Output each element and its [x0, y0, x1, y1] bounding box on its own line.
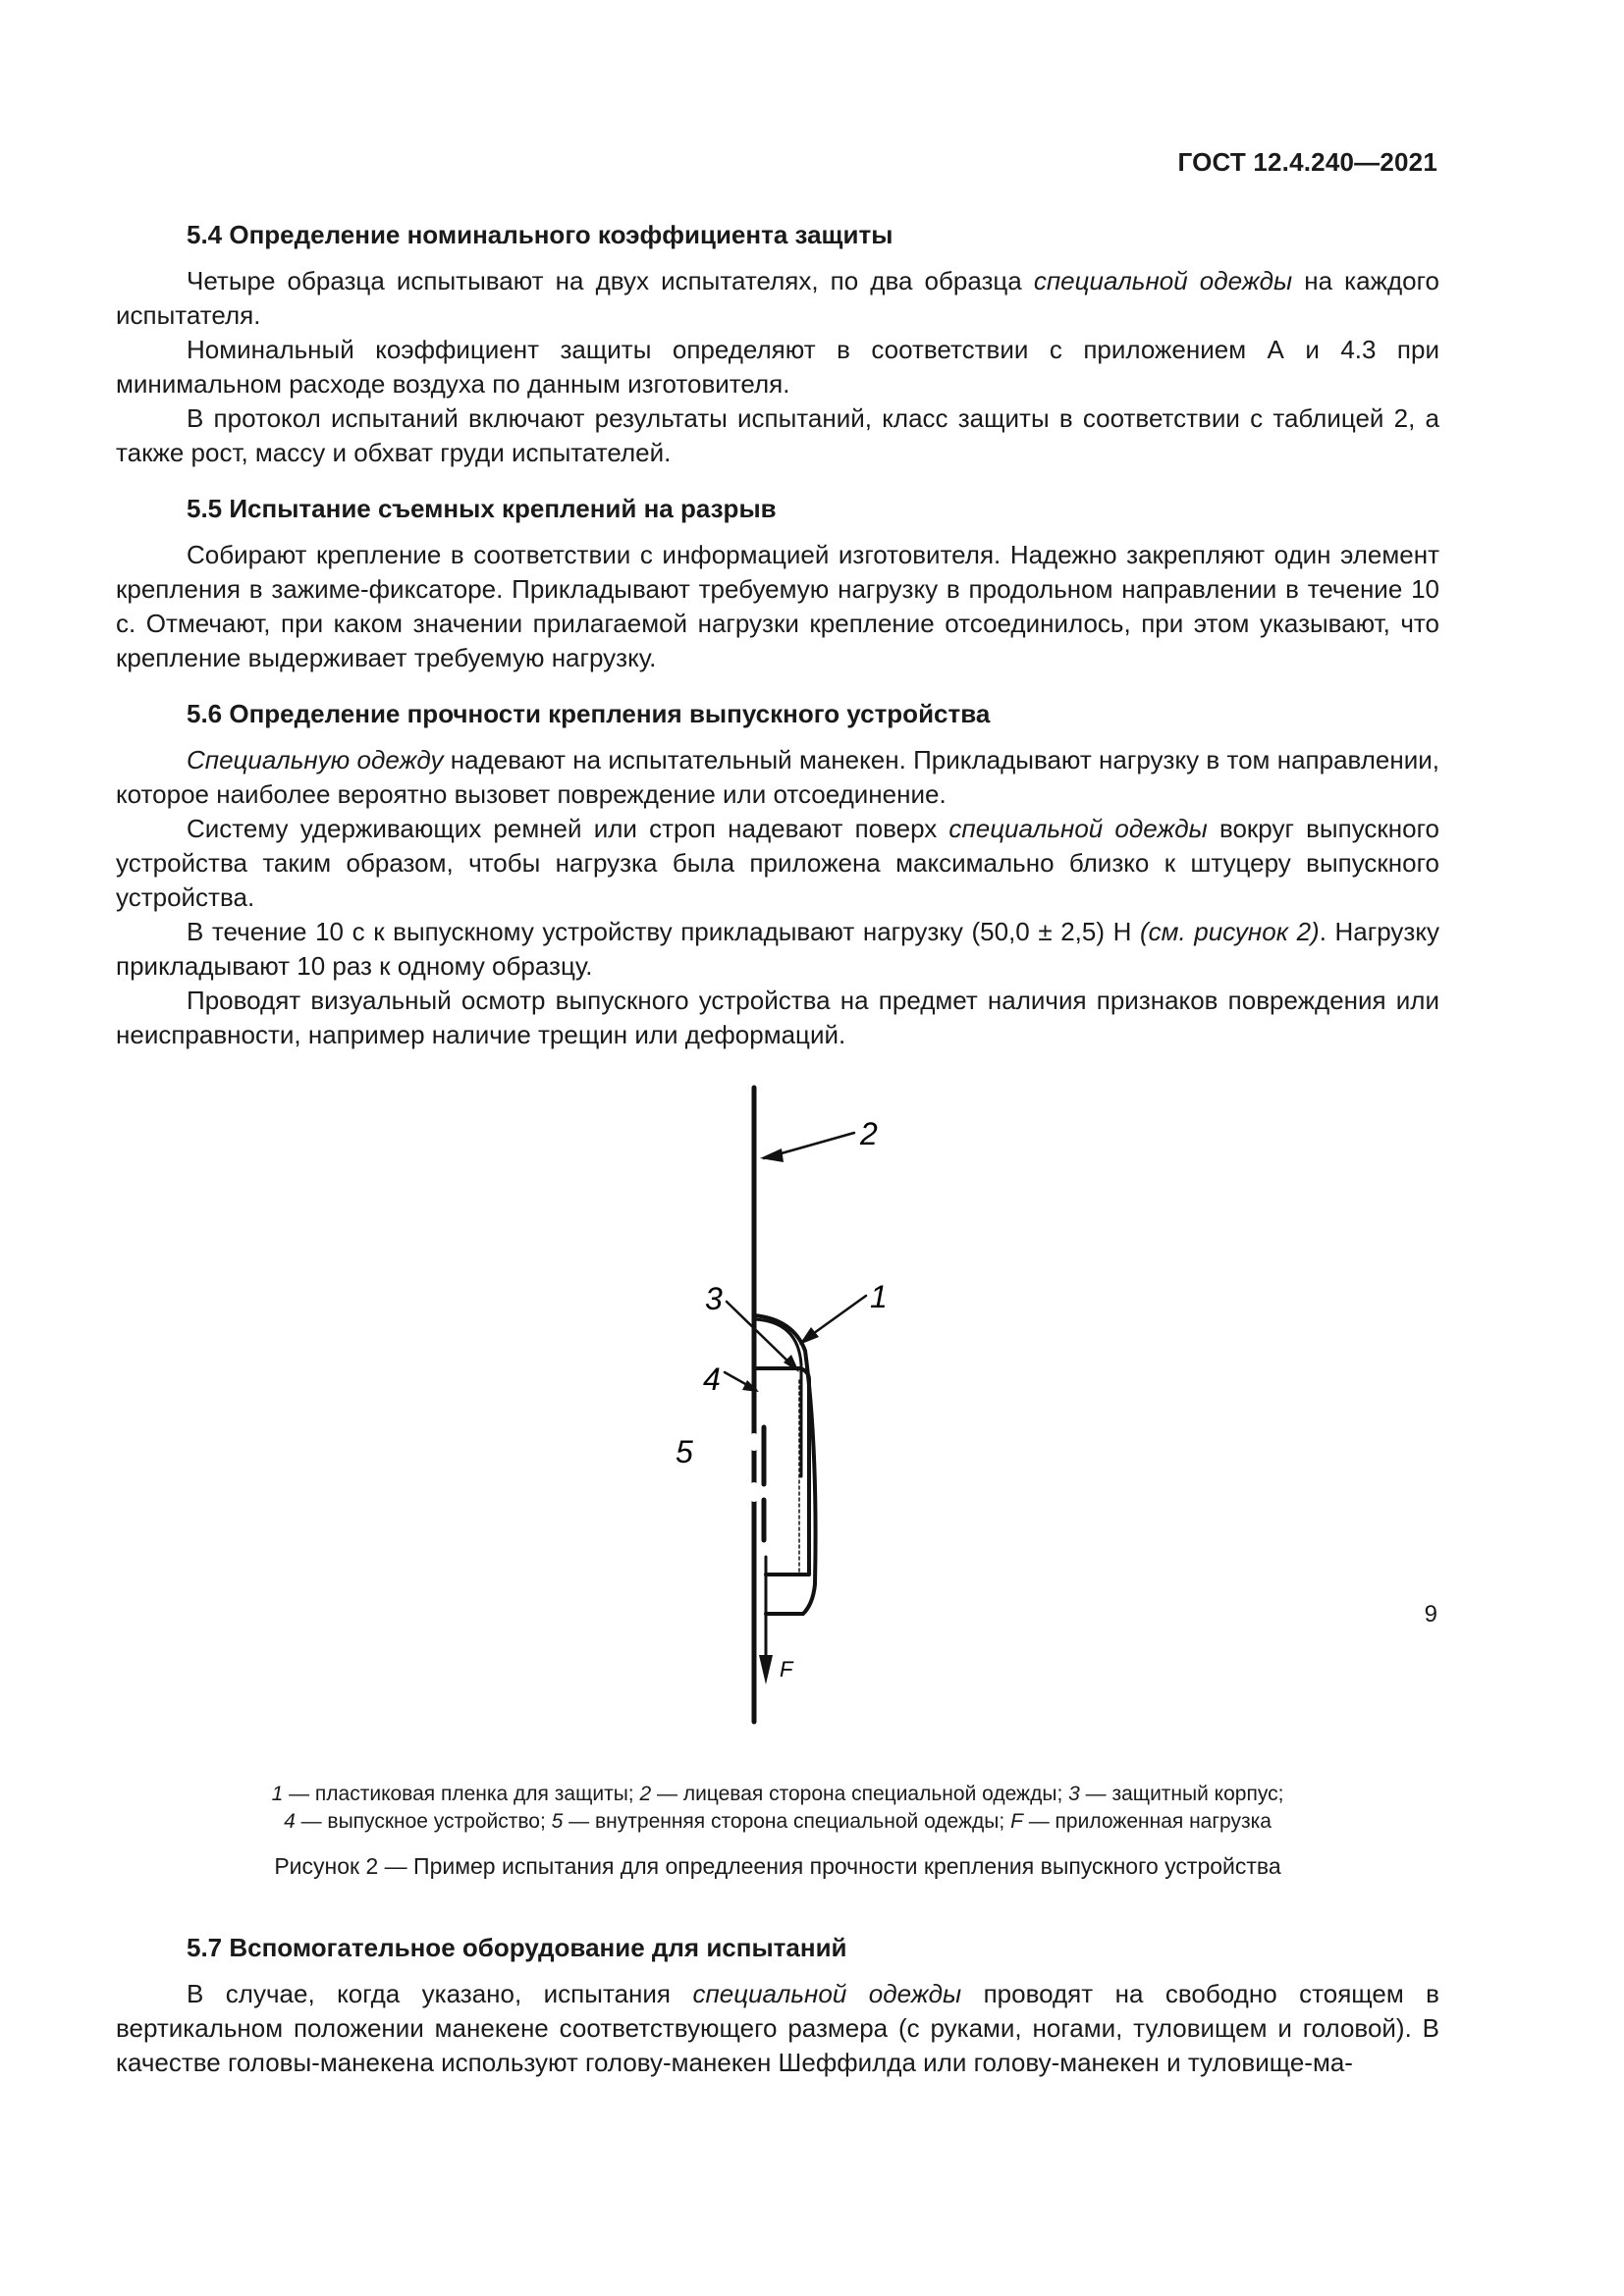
- paragraph: В протокол испытаний включают результаты испытаний, класс защиты в соответствии с таблицей 2, а также рост, массу и обхват груди испытателей.: [116, 403, 1439, 467]
- paragraph: Специальную одежду надевают на испытательный манекен. Прикладывают нагрузку в том направлении, которое наиболее вероятно вызовет повреждение или отсоединение.: [116, 745, 1440, 809]
- load-arrowhead: [759, 1655, 773, 1684]
- paragraph: Проводят визуальный осмотр выпускного устройства на предмет наличия признаков повреждения или неисправности, например наличие трещин или деформаций.: [116, 986, 1439, 1049]
- legend-line: 4 — выпускное устройство; 5 — внутренняя сторона специальной одежды; F — приложенная нагрузка: [284, 1810, 1272, 1833]
- page-number: 9: [1424, 1601, 1437, 1628]
- protective-housing: [754, 1319, 801, 1476]
- paragraph: Номинальный коэффициент защиты определяют в соответствии с приложением А и 4.3 при минимальном расходе воздуха по данным изготовителя.: [116, 335, 1439, 399]
- section-title: 5.7 Вспомогательное оборудование для испытаний: [187, 1933, 847, 1962]
- page-content: [116, 218, 1439, 2102]
- section-title: 5.6 Определение прочности крепления выпускного устройства: [187, 699, 991, 728]
- document-code: ГОСТ 12.4.240—2021: [1177, 147, 1437, 177]
- paragraph: Собирают крепление в соответствии с информацией изготовителя. Надежно закрепляют один элемент крепления в зажиме-фиксаторе. Прикладывают требуемую нагрузку в продольном направлении в течение 10 с. Отмечают, при каком значении прилагаемой нагрузки крепление отсоединилось, при этом указывают, что крепление выдерживает требуемую нагрузку.: [116, 540, 1439, 672]
- label-1: 1: [870, 1279, 888, 1314]
- legend-line: 1 — пластиковая пленка для защиты; 2 — лицевая сторона специальной одежды; 3 — защитный корпус;: [271, 1783, 1284, 1805]
- paragraph: Четыре образца испытывают на двух испытателях, по два образца специальной одежды на каждого испытателя.: [116, 266, 1439, 330]
- figure-diagram: [116, 1074, 1439, 1781]
- arrowhead-2: [760, 1148, 784, 1162]
- section-5-5: [116, 492, 1439, 675]
- paragraph: В течение 10 с к выпускному устройству прикладывают нагрузку (50,0 ± 2,5) Н (см. рисунок 2). Нагрузку прикладывают 10 раз к одному образцу.: [116, 917, 1439, 981]
- paragraph: В случае, когда указано, испытания специальной одежды проводят на свободно стоящем в вертикальном положении манекене соответствующего размера (с руками, ногами, туловищем и головой). В качестве головы-манекена используют голову-манекен Шеффилда или голову-манекен и туловище-ма-: [116, 1979, 1439, 2077]
- section-title: 5.4 Определение номинального коэффициента защиты: [187, 220, 893, 249]
- label-2: 2: [860, 1116, 878, 1151]
- figure-legend: [116, 1781, 1439, 1836]
- label-f: F: [780, 1657, 793, 1682]
- section-5-6: [116, 697, 1439, 1052]
- label-5: 5: [676, 1434, 693, 1469]
- figure-caption: Рисунок 2 — Пример испытания для опредлеения прочности крепления выпускного устройства: [274, 1853, 1281, 1879]
- label-3: 3: [705, 1281, 723, 1316]
- arrowhead-1: [799, 1327, 819, 1345]
- label-4: 4: [703, 1362, 721, 1397]
- section-5-4: [116, 218, 1439, 470]
- section-title: 5.5 Испытание съемных креплений на разрыв: [187, 494, 777, 523]
- section-5-7: [116, 1931, 1439, 2080]
- leader-line-3: [727, 1302, 795, 1368]
- figure-2: [116, 1074, 1439, 1781]
- paragraph: Систему удерживающих ремней или строп надевают поверх специальной одежды вокруг выпускного устройства таким образом, чтобы нагрузка была приложена максимально близко к штуцеру выпускного устройства.: [116, 814, 1439, 912]
